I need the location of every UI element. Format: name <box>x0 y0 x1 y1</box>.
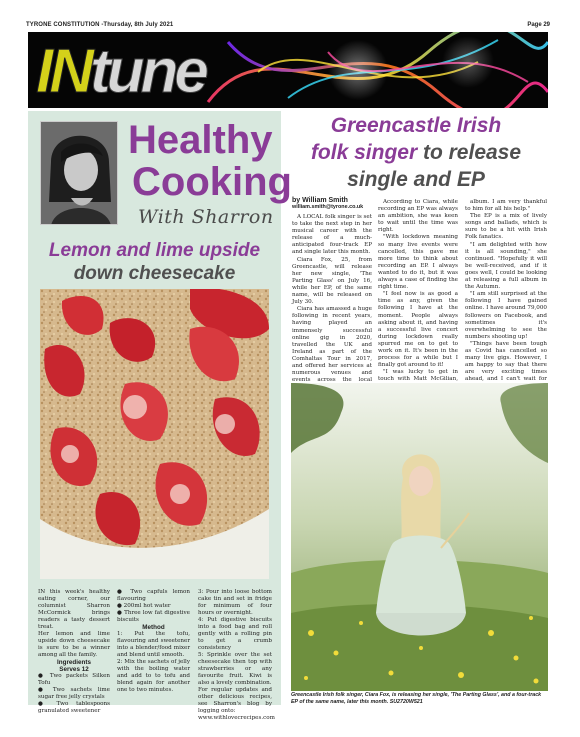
ingredient-item: ● Three low fat digestive biscuits <box>117 610 190 624</box>
columnist-photo <box>40 121 118 225</box>
article-paragraph: "I am delighted with how it is all sounding," she continued. "Hopefully it will be well-received, and if it goes well, I could be looking at releasing a full album in the Autumn. <box>465 241 547 291</box>
ingredient-item: ● 200ml hot water <box>117 603 190 610</box>
publication-header: TYRONE CONSTITUTION -Thursday, 8th July 2021 <box>26 22 174 28</box>
method-step: 5: Sprinkle over the set cheesecake then top with strawberries or any favourite fruit. Kiwi is also a lovely combination. <box>198 652 272 686</box>
with-sharron-tagline: With Sharron <box>138 206 274 228</box>
article-paragraph: "I was lucky to get in touch with Matt McGilian, <box>378 369 458 383</box>
recipe-subtitle: down cheesecake <box>73 263 236 284</box>
method-step: 3: Pour into loose bottom cake tin and set in fridge for minimum of four hours or overnight. <box>198 589 272 616</box>
recipe-intro: IN this week's healthy eating corner, our columnist Sharron McCormick brings readers a tasty dessert treat. <box>38 589 110 630</box>
method-heading: Method <box>142 624 165 631</box>
article-paragraph: "I am still surprised at the following I have gained online. I have around 79,000 followers on Facebook, and sometimes it's overwhelming to see the numbers shooting up! <box>465 291 547 340</box>
method-step: 2: Mix the sachets of jelly with the boiling water and add to to tofu and blend again for another one to two minutes. <box>117 659 190 693</box>
cooking-title: Cooking <box>132 160 292 204</box>
healthy-cooking-panel <box>28 111 292 721</box>
recipe-intro-2: Her lemon and lime upside down cheesecake is sure to be a winner among all the family. <box>38 631 110 658</box>
article-paragraph: "With lockdown meaning so many live events were cancelled, this gave me more time to think about recording an EP. I always wanted to do it, but it was always a case of finding the right time. <box>378 234 458 291</box>
cheesecake-photo <box>40 289 269 579</box>
method-step: 1: Put the tofu, flavouring and sweetener into a blender/food mixer and blend until smooth. <box>117 631 190 658</box>
author-email: william.smith@tyrone.co.uk <box>292 204 364 210</box>
singer-photo <box>291 383 548 691</box>
photo-caption: Greencastle Irish folk singer, Ciara Fox, is releasing her single, 'The Parting Glass', and a four-track EP of the same name, later this month. SU2720W521 <box>291 692 542 705</box>
headline-line-2b: to release <box>417 141 522 164</box>
article-paragraph: According to Ciara, while recording an EP was always an ambition, she was keen to wait until the time was right. <box>378 199 458 234</box>
recipe-column-3 <box>198 589 275 722</box>
article-paragraph: The EP is a mix of lively songs and ballads, which is sure to be a hit with Irish Folk fanatics. <box>465 213 547 241</box>
intune-logo: INtune <box>36 37 205 106</box>
ingredients-heading: Ingredients <box>57 659 91 666</box>
blog-url: www.withlovecrecipes.com <box>198 715 275 721</box>
article-paragraph: Ciara Fox, 25, from Greencastle, will release her new single, 'The Parting Glass' on July 16, while her EP, of the same name, will be released on July 30. <box>292 256 372 306</box>
healthy-title: Healthy <box>128 118 273 162</box>
headline-line-3: single and EP <box>347 168 485 191</box>
article-column-1 <box>292 197 372 391</box>
page-number: Page 29 <box>527 22 550 28</box>
article-paragraph: A LOCAL folk singer is set to take the next step in her musical career with the release of a much-anticipated four-track EP and single later this month. <box>292 214 372 256</box>
article-column-3 <box>465 199 547 398</box>
serves-label: Serves 12 <box>59 666 89 673</box>
ingredient-item: ● Two sachets lime sugar free jelly crystals <box>38 687 110 701</box>
headline-line-2a: folk singer <box>310 141 418 164</box>
recipe-title: Lemon and lime upside <box>48 240 261 261</box>
blog-note: For regular updates and other delicious recipes, see Sharron's blog by logging onto: <box>198 687 272 714</box>
article-column-2 <box>378 199 458 405</box>
headline-line-1: Greencastle Irish <box>330 114 502 137</box>
article-paragraph: album. I am very thankful to him for all his help." <box>465 199 547 213</box>
recipe-column-2 <box>117 589 190 694</box>
recipe-column-1 <box>38 589 110 715</box>
ingredient-item: ● Two tablespoons granulated sweetener <box>38 701 110 715</box>
article-paragraph: Ciara has amassed a huge following in recent years, having played an immensely successful online gig in 2020, travelled the UK and Ireland as part of the Comhaltas Tour in 2017, and offered her services at numerous venues and events across the local <box>292 306 372 384</box>
article-headline <box>285 112 547 193</box>
byline: by William Smith <box>292 197 348 204</box>
ingredient-item: ● Two capfuls lemon flavouring <box>117 589 190 603</box>
article-paragraph: "I feel now is as good a time as any, given the following I have at the moment. People always asking about it, and having a successful live concert during lockdown really spurred me on to get to work on it. It's been in the process for a while but I finally got around to it! <box>378 291 458 369</box>
ingredient-item: ● Two packets Silken Tofu <box>38 673 110 687</box>
method-step: 4: Put digestive biscuits into a food bag and roll gently with a rolling pin to get a crumb consistency <box>198 617 272 651</box>
intune-banner <box>28 32 548 108</box>
article-paragraph: "Things have been tough as Covid has cancelled so many live gigs. However, I am happy to say that there are very exciting times ahead, and I can't wait for <box>465 340 547 383</box>
